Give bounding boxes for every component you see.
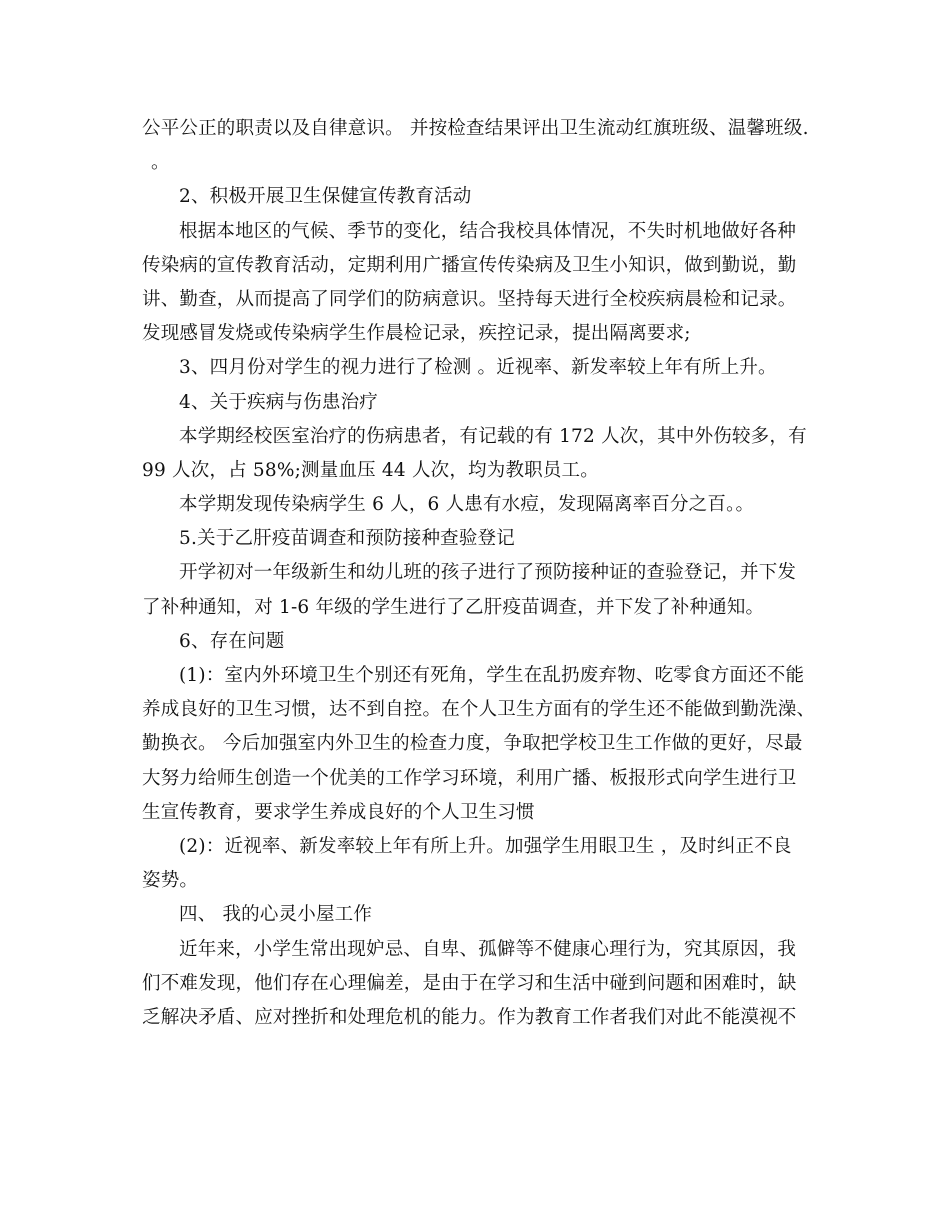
section-heading: 5.关于乙肝疫苗调查和预防接种查验登记	[179, 528, 515, 550]
text-line: 传染病的宣传教育活动，定期利用广播宣传传染病及卫生小知识，做到勤说，勤	[142, 254, 797, 276]
text-line: 了补种通知，对 1-6 年级的学生进行了乙肝疫苗调查，并下发了补种通知。	[142, 596, 765, 618]
text-line: 勤换衣。 今后加强室内外卫生的检查力度，争取把学校卫生工作做的更好，尽最	[142, 733, 803, 755]
text-line: 姿势。	[142, 870, 199, 892]
paragraph-start: 开学初对一年级新生和幼儿班的孩子进行了预防接种证的查验登记，并下发	[179, 562, 797, 584]
text-line: 乏解决矛盾、应对挫折和处理危机的能力。作为教育工作者我们对此不能漠视不	[142, 1006, 797, 1028]
section-heading: 6、存在问题	[179, 630, 285, 652]
paragraph-start: 根据本地区的气候、季节的变化，结合我校具体情况，不失时机地做好各种	[179, 220, 797, 242]
paragraph-start: (2)：近视率、新发率较上年有所上升。加强学生用眼卫生 ，及时纠正不良	[179, 835, 792, 857]
paragraph-start: 本学期发现传染病学生 6 人，6 人患有水痘，发现隔离率百分之百。。	[179, 494, 755, 516]
text-line: 们不难发现，他们存在心理偏差，是由于在学习和生活中碰到问题和困难时，缺	[142, 972, 797, 994]
text-line: 讲、勤查，从而提高了同学们的防病意识。坚持每天进行全校疾病晨检和记录。	[142, 288, 797, 310]
text-line: 公平公正的职责以及自律意识。 并按检查结果评出卫生流动红旗班级、温馨班级.	[142, 118, 809, 139]
paragraph-start: (1)：室内外环境卫生个别还有死角，学生在乱扔废弃物、吃零食方面还不能	[179, 665, 805, 686]
text-line: 。	[151, 152, 170, 174]
text-line: 大努力给师生创造一个优美的工作学习环境，利用广播、板报形式向学生进行卫	[142, 767, 797, 789]
text-line: 发现感冒发烧或传染病学生作晨检记录，疾控记录，提出隔离要求;	[142, 323, 691, 345]
text-line: 99 人次，占 58%;测量血压 44 人次，均为教职员工。	[142, 459, 599, 481]
paragraph-start: 本学期经校医室治疗的伤病患者，有记载的有 172 人次，其中外伤较多，有	[179, 425, 807, 447]
text-line: 养成良好的卫生习惯，达不到自控。在个人卫生方面有的学生还不能做到勤洗澡、	[142, 699, 816, 721]
paragraph-start: 近年来，小学生常出现妒忌、自卑、孤僻等不健康心理行为，究其原因，我	[179, 938, 797, 960]
section-heading: 4、关于疾病与伤患治疗	[179, 391, 378, 413]
text-line: 生宣传教育，要求学生养成良好的个人卫生习惯	[142, 801, 535, 823]
section-heading: 四、 我的心灵小屋工作	[179, 904, 373, 926]
section-heading: 3、四月份对学生的视力进行了检测 。近视率、新发率较上年有所上升。	[179, 357, 777, 379]
document-body	[142, 112, 816, 1035]
section-heading: 2、积极开展卫生保健宣传教育活动	[179, 186, 472, 208]
